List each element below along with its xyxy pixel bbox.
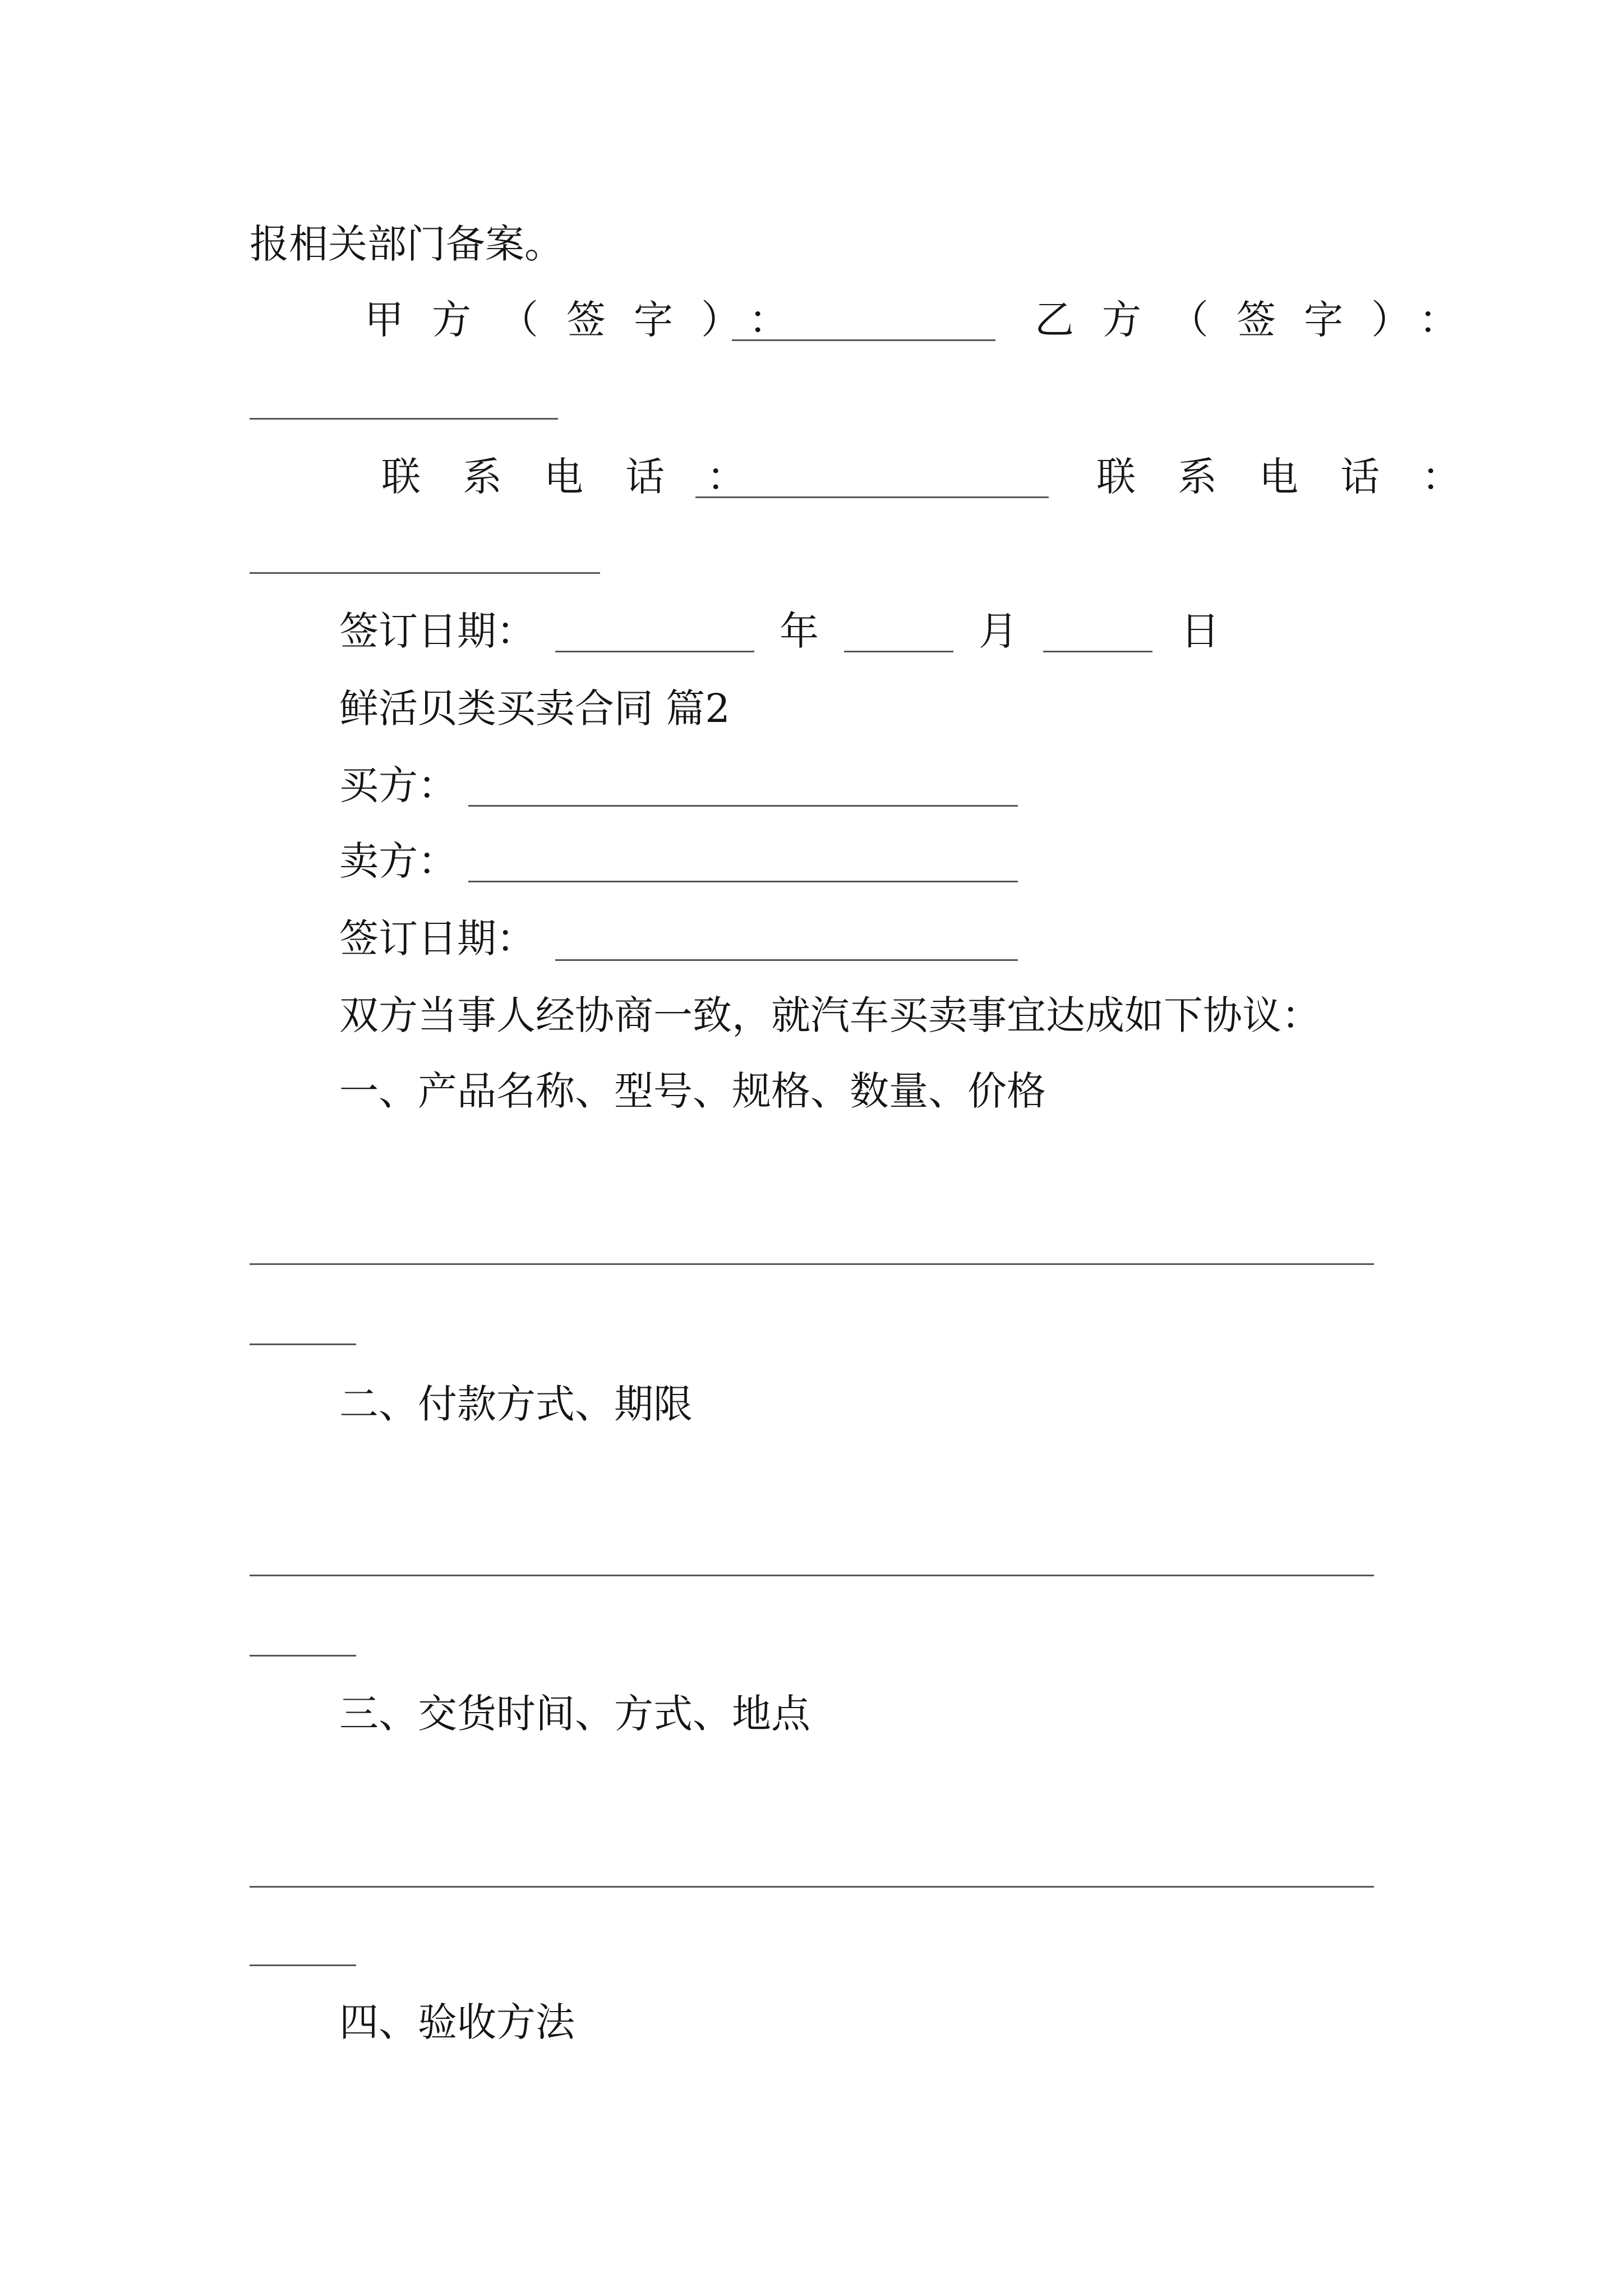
section-1-blank-tail[interactable] (250, 1343, 356, 1345)
party-a-phone-label: 联系电话： (381, 454, 788, 500)
party-b-signature-blank[interactable] (250, 418, 558, 420)
section-2-blank-tail[interactable] (250, 1655, 356, 1657)
sign-date2-blank[interactable] (555, 959, 1018, 961)
sign-date-year-blank[interactable] (555, 651, 754, 652)
party-a-signature-label: 甲方（签字）： (365, 297, 816, 343)
day-label: 日 (1181, 608, 1220, 654)
section-1-blank-line[interactable] (250, 1263, 1374, 1265)
section-1-heading: 一、产品名称、型号、规格、数量、价格 (339, 1068, 1046, 1114)
section-3-heading: 三、交货时间、方式、地点 (339, 1691, 810, 1737)
buyer-blank[interactable] (468, 805, 1018, 807)
seller-blank[interactable] (468, 881, 1018, 882)
sign-date-day-blank[interactable] (1043, 651, 1152, 652)
party-a-signature-blank[interactable] (732, 339, 995, 341)
party-b-signature-label: 乙方（签字）： (1035, 297, 1486, 343)
party-a-phone-blank[interactable] (695, 496, 1049, 498)
buyer-label: 买方： (339, 762, 457, 808)
month-label: 月 (979, 608, 1018, 654)
section-2-blank-line[interactable] (250, 1575, 1374, 1576)
section-3-blank-tail[interactable] (250, 1964, 356, 1966)
sign-date2-label: 签订日期： (339, 915, 536, 961)
party-b-phone-label: 联系电话： (1096, 454, 1503, 500)
seller-label: 卖方： (339, 838, 457, 884)
section-4-heading: 四、验收方法 (339, 1999, 575, 2045)
contract-part-title: 鲜活贝类买卖合同 篇2 (339, 685, 730, 731)
filing-line: 报相关部门备案。 (250, 221, 564, 267)
year-label: 年 (780, 608, 819, 654)
party-b-phone-blank[interactable] (250, 572, 600, 574)
section-3-blank-line[interactable] (250, 1886, 1374, 1888)
agreement-intro: 双方当事人经协商一致，就汽车买卖事宜达成如下协议： (339, 992, 1321, 1038)
sign-date-label: 签订日期： (339, 608, 536, 654)
section-2-heading: 二、付款方式、期限 (339, 1381, 693, 1427)
sign-date-month-blank[interactable] (844, 651, 953, 652)
